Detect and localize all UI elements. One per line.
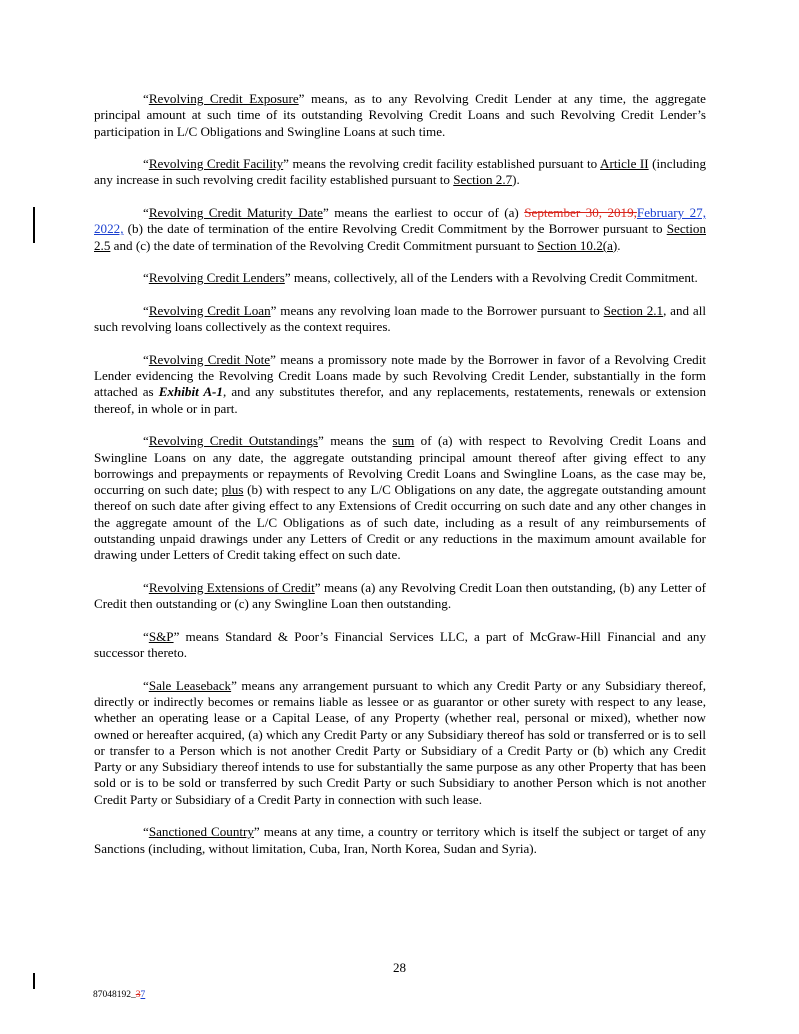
definition-text: ” means the earliest to occur of (a) xyxy=(322,205,525,221)
definition-text: ” means any revolving loan made to the Borrower pursuant to xyxy=(270,302,604,318)
definition-text: ” means Standard & Poor’s Financial Services LLC, a part of McGraw-Hill Financial and any successor thereto. xyxy=(94,628,706,661)
definition-text: (b) the date of termination of the entire Revolving Credit Commitment by the Borrower pursuant to xyxy=(123,221,667,237)
definition-text: ” means, collectively, all of the Lenders with a Revolving Credit Commitment. xyxy=(284,270,698,286)
cross-reference: Section 2.1 xyxy=(603,302,664,318)
defined-term: Sale Leaseback xyxy=(148,677,232,693)
document-version-inserted: 7 xyxy=(140,990,146,1000)
document-id xyxy=(93,990,145,1000)
page-number: 28 xyxy=(392,960,407,975)
emphasis-plus: plus xyxy=(221,482,244,498)
defined-term: Revolving Credit Loan xyxy=(148,302,271,318)
definition-text: of (a) with respect to Revolving Credit Loans and Swingline Loans on any date, the aggregate outstanding principal amount thereof after giving effect to any borrowings and prepayments or repayments of Revolving Credit Loans and Swingline Loans, as the case may be, occurring on such date; xyxy=(94,433,706,498)
definition-s-and-p xyxy=(94,629,706,662)
definition-text: (b) with respect to any L/C Obligations on any date, the aggregate outstanding amount thereof on such date after giving effect to any Extensions of Credit occurring on such date and any other changes in the aggregate amount of the L/C Obligations as of such date, including as a result of any reimbursements of outstanding unpaid drawings under any Letters of Credit or any reductions in the maximum amount available for drawing under Letters of Credit taking effect on such date. xyxy=(94,482,706,563)
open-quote: “ xyxy=(143,433,149,449)
definition-text: ” means at any time, a country or territory which is itself the subject or target of any Sanctions (including, without limitation, Cuba, Iran, North Korea, Sudan and Syria). xyxy=(94,824,707,856)
definition-text: (including any increase in such revolving credit facility established pursuant to xyxy=(94,156,706,188)
definition-revolving-credit-note xyxy=(94,352,706,417)
defined-term: Revolving Credit Exposure xyxy=(148,91,299,106)
deleted-text: September 30, 2019, xyxy=(524,205,637,221)
definition-revolving-credit-lenders xyxy=(94,270,706,286)
open-quote: “ xyxy=(143,302,149,318)
document-id-number: 87048192_ xyxy=(93,990,136,1000)
definition-sale-leaseback xyxy=(94,678,706,808)
open-quote: “ xyxy=(143,824,149,840)
document-page xyxy=(94,91,706,873)
open-quote: “ xyxy=(143,677,149,693)
definition-sanctioned-country xyxy=(94,824,706,857)
inserted-text: February 27, 2022, xyxy=(94,205,706,237)
defined-term: Revolving Credit Maturity Date xyxy=(148,205,323,221)
definition-text: ” means the xyxy=(318,433,393,449)
defined-term: Revolving Extensions of Credit xyxy=(148,579,315,595)
definition-text: , and all such revolving loans collectively as the context requires. xyxy=(94,302,706,335)
cross-reference: Section 2.7 xyxy=(453,172,513,188)
open-quote: “ xyxy=(143,156,149,172)
definition-revolving-extensions-of-credit xyxy=(94,580,706,613)
definition-text: ” means the revolving credit facility established pursuant to xyxy=(283,156,601,172)
open-quote: “ xyxy=(143,205,149,221)
definition-revolving-credit-outstandings xyxy=(94,433,706,563)
definition-text: . xyxy=(617,237,621,253)
definition-revolving-credit-exposure xyxy=(94,91,706,140)
definition-text: , and any substitutes therefor, and any replacements, restatements, renewals or extension thereof, in whole or in part. xyxy=(94,384,706,416)
defined-term: Revolving Credit Lenders xyxy=(148,270,285,286)
defined-term: S&P xyxy=(148,628,174,644)
cross-reference: Section 2.5 xyxy=(94,221,706,253)
definition-revolving-credit-maturity-date xyxy=(94,205,706,254)
cross-reference: Section 10.2(a) xyxy=(537,237,618,253)
cross-reference: Article II xyxy=(600,156,649,172)
open-quote: “ xyxy=(143,351,149,367)
defined-term: Sanctioned Country xyxy=(148,824,254,840)
definition-text: ” means any arrangement pursuant to which any Credit Party or any Subsidiary thereof, directly or indirectly becomes or remains liable as lessee or as guarantor or other surety with respect to any lease, whether an operating lease or a Capital Lease, of any Property (whether real, personal or mixed), whether now owned or hereafter acquired, (a) which any Credit Party or any Subsidiary thereof has sold or transferred or is to sell or transfer to a Person which is not another Credit Party or Subsidiary of a Credit Party or (b) which any Credit Party or any Subsidiary thereof intends to use for substantially the same purpose as any other Property that has been sold or is to be sold or transferred by such Credit Party or such Subsidiary to another Person which is not another Credit Party or Subsidiary of a Credit Party in connection with such lease. xyxy=(94,677,706,807)
definition-revolving-credit-loan xyxy=(94,303,706,336)
open-quote: “ xyxy=(143,579,149,595)
open-quote: “ xyxy=(143,270,149,286)
document-version-deleted: 3 xyxy=(135,990,141,1000)
defined-term: Revolving Credit Facility xyxy=(148,156,284,172)
exhibit-reference: Exhibit A-1 xyxy=(158,384,223,400)
definition-text: ” means (a) any Revolving Credit Loan then outstanding, (b) any Letter of Credit then outstanding or (c) any Swingline Loan then outstanding. xyxy=(94,579,706,612)
definition-text: ” means, as to any Revolving Credit Lender at any time, the aggregate principal amount at such time of its outstanding Revolving Credit Loans and such Revolving Credit Lender’s participation in L/C Obligations and Swingline Loans at such time. xyxy=(94,91,706,139)
definition-text: ). xyxy=(512,172,520,188)
defined-term: Revolving Credit Note xyxy=(148,351,271,367)
definition-text: and (c) the date of termination of the Revolving Credit Commitment pursuant to xyxy=(110,237,538,253)
open-quote: “ xyxy=(143,91,149,106)
definition-text: ” means a promissory note made by the Borrower in favor of a Revolving Credit Lender evidencing the Revolving Credit Loans made by such Revolving Credit Lender, substantially in the form attached as xyxy=(94,351,706,400)
open-quote: “ xyxy=(143,628,149,644)
definition-revolving-credit-facility xyxy=(94,156,706,189)
defined-term: Revolving Credit Outstandings xyxy=(148,433,318,449)
emphasis-sum: sum xyxy=(392,433,415,449)
change-bar xyxy=(33,207,35,243)
